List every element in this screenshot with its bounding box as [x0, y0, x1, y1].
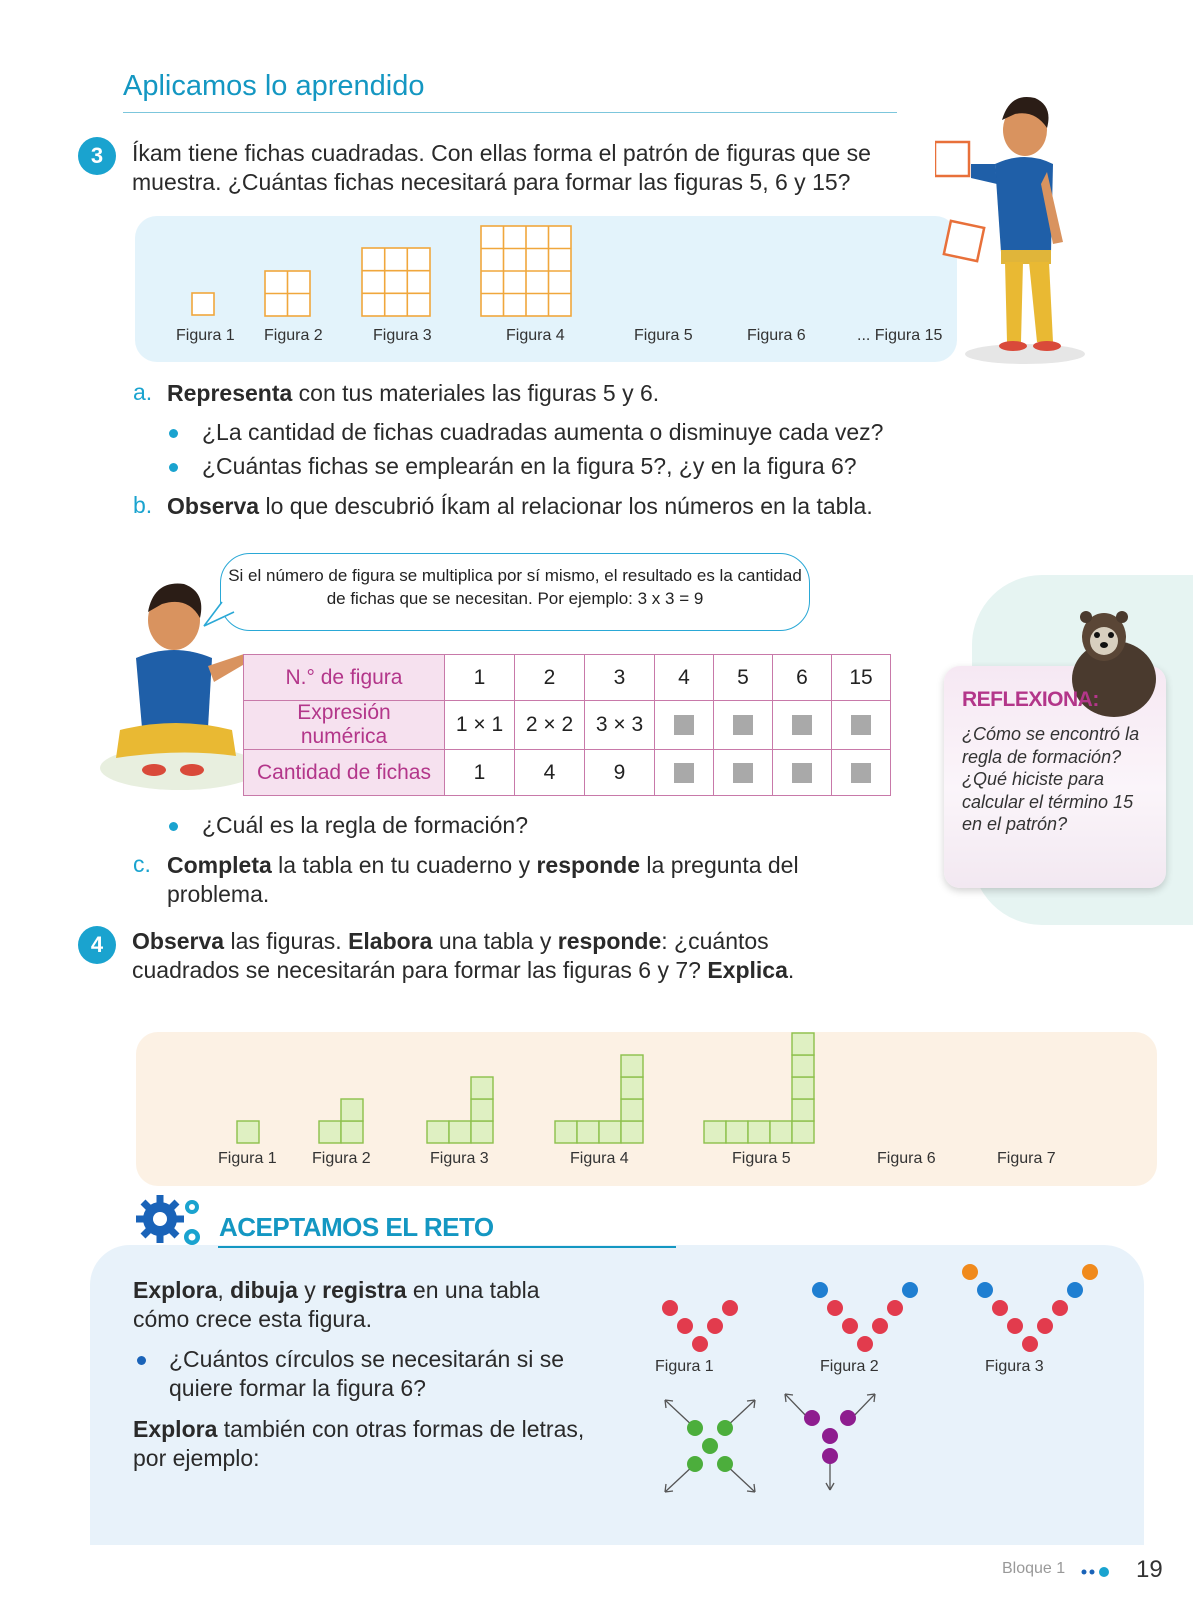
speech-bubble: Si el número de figura se multiplica por sí mismo, el resultado es la cantidad de fichas que se necesitan. Por ejemplo: 3 x 3 = 9	[220, 553, 810, 631]
activity4-statement	[132, 927, 822, 985]
verb-explore: Explora	[133, 1277, 218, 1303]
table-cell: 3	[585, 655, 655, 701]
table-cell: 15	[832, 655, 891, 701]
item-a-text: con tus materiales las figuras 5 y 6.	[292, 380, 660, 406]
blank-cell	[655, 701, 714, 750]
row-header: Cantidad de fichas	[244, 750, 445, 796]
text: en una tabla cómo crece esta figura.	[133, 1277, 540, 1332]
figure-label: Figura 4	[506, 327, 565, 344]
challenge-statement	[133, 1276, 593, 1334]
blank-square-icon	[733, 715, 753, 735]
table-row	[244, 701, 891, 750]
rule-question: ¿Cuál es la regla de formación?	[202, 812, 528, 838]
verb-complete: Completa	[167, 852, 272, 878]
figure-label: Figura 5	[732, 1150, 791, 1167]
blank-cell	[714, 750, 773, 796]
table-cell: 4	[515, 750, 585, 796]
item-b-text: lo que descubrió Íkam al relacionar los números en la tabla.	[259, 493, 873, 519]
blank-square-icon	[792, 763, 812, 783]
blank-square-icon	[674, 715, 694, 735]
challenge-extra	[133, 1415, 613, 1473]
item-c-text: la tabla en tu cuaderno y	[271, 852, 537, 878]
verb-respond: responde	[536, 852, 641, 878]
item-letter-b: b.	[133, 492, 153, 518]
challenge-question: ¿Cuántos círculos se necesitarán si se quiere formar la figura 6?	[169, 1346, 565, 1401]
figure-label: Figura 4	[570, 1150, 629, 1167]
activity-number-badge: 3	[78, 137, 116, 175]
challenge-divider	[218, 1246, 676, 1248]
circle-pattern-figures	[640, 1250, 1100, 1520]
question-bullet: ¿La cantidad de fichas cuadradas aumenta o disminuye cada vez?	[202, 419, 884, 445]
verb-respond: responde	[557, 928, 662, 954]
figure-label: Figura 2	[820, 1358, 879, 1375]
row-header: Expresión numérica	[244, 701, 445, 750]
figure-label: Figura 2	[264, 327, 323, 344]
page-number: 19	[1136, 1556, 1163, 1583]
activity-number-badge: 4	[78, 926, 116, 964]
challenge-heading: ACEPTAMOS EL RETO	[219, 1212, 494, 1242]
verb-observe: Observa	[132, 928, 225, 954]
row-header: N.° de figura	[244, 655, 445, 701]
item-c-text: la pregunta del problema.	[167, 852, 799, 907]
blank-square-icon	[674, 763, 694, 783]
bullet	[169, 822, 178, 831]
title-divider	[123, 112, 897, 113]
question-bullet: ¿Cuántas fichas se emplearán en la figura 5?, ¿y en la figura 6?	[202, 453, 857, 479]
verb-record: registra	[322, 1277, 407, 1303]
figure-label: ... Figura 15	[857, 327, 943, 344]
text: y	[297, 1277, 323, 1303]
verb-represent: Representa	[167, 380, 293, 406]
table-cell: 1	[445, 750, 515, 796]
verb-explore: Explora	[133, 1416, 218, 1442]
figure-label: Figura 3	[430, 1150, 489, 1167]
figure-label: Figura 6	[747, 327, 806, 344]
blank-square-icon	[851, 763, 871, 783]
gears-icon	[134, 1193, 208, 1251]
table-row	[244, 655, 891, 701]
reflect-title: REFLEXIONA:	[962, 688, 1099, 711]
figure-label: Figura 1	[655, 1358, 714, 1375]
table-cell: 5	[714, 655, 773, 701]
figure-label: Figura 3	[373, 327, 432, 344]
boy-holding-squares-illustration	[935, 92, 1095, 377]
text: también con otras formas de letras, por ejemplo:	[133, 1416, 585, 1471]
blank-cell	[773, 750, 832, 796]
verb-observe: Observa	[167, 493, 260, 519]
blank-cell	[832, 750, 891, 796]
figure-label: Figura 1	[176, 327, 235, 344]
reflect-text: ¿Cómo se encontró la regla de formación? ¿Qué hiciste para calcular el término 15 en el patrón?	[962, 724, 1140, 834]
table-cell: 3 × 3	[585, 701, 655, 750]
blank-square-icon	[792, 715, 812, 735]
verb-draw: dibuja	[230, 1277, 298, 1303]
text: : ¿cuántos cuadrados se necesitarán para formar las figuras 6 y 7?	[132, 928, 769, 983]
table-cell: 9	[585, 750, 655, 796]
dots-icon	[1080, 1566, 1114, 1578]
page-title: Aplicamos lo aprendido	[123, 70, 425, 102]
table-cell: 2	[515, 655, 585, 701]
text: una tabla y	[432, 928, 558, 954]
figure-label: Figura 7	[997, 1150, 1056, 1167]
bullet	[137, 1356, 146, 1365]
activity3-statement: Íkam tiene fichas cuadradas. Con ellas forma el patrón de figuras que se muestra. ¿Cuántas fichas necesitará para formar las figuras 5, 6 y 15?	[132, 140, 871, 195]
blank-cell	[714, 701, 773, 750]
figure-label: Figura 5	[634, 327, 693, 344]
table-cell: 1 × 1	[445, 701, 515, 750]
pattern-table	[243, 654, 891, 796]
item-letter-c: c.	[133, 851, 151, 877]
boy-sitting-illustration	[96, 578, 264, 798]
item-letter-a: a.	[133, 379, 153, 405]
figure-label: Figura 6	[877, 1150, 936, 1167]
table-cell: 1	[445, 655, 515, 701]
blank-square-icon	[851, 715, 871, 735]
figure-label: Figura 1	[218, 1150, 277, 1167]
bullet	[169, 429, 178, 438]
figure-label: Figura 3	[985, 1358, 1044, 1375]
verb-explain: Explica	[707, 957, 788, 983]
blank-cell	[773, 701, 832, 750]
table-cell: 2 × 2	[515, 701, 585, 750]
table-row	[244, 750, 891, 796]
table-cell: 6	[773, 655, 832, 701]
text: ,	[217, 1277, 231, 1303]
figure-label: Figura 2	[312, 1150, 371, 1167]
blank-cell	[832, 701, 891, 750]
text: .	[787, 957, 795, 983]
blank-square-icon	[733, 763, 753, 783]
verb-elaborate: Elabora	[348, 928, 433, 954]
bullet	[169, 463, 178, 472]
blank-cell	[655, 750, 714, 796]
text: las figuras.	[224, 928, 349, 954]
table-cell: 4	[655, 655, 714, 701]
footer-block: Bloque 1	[1002, 1560, 1066, 1577]
